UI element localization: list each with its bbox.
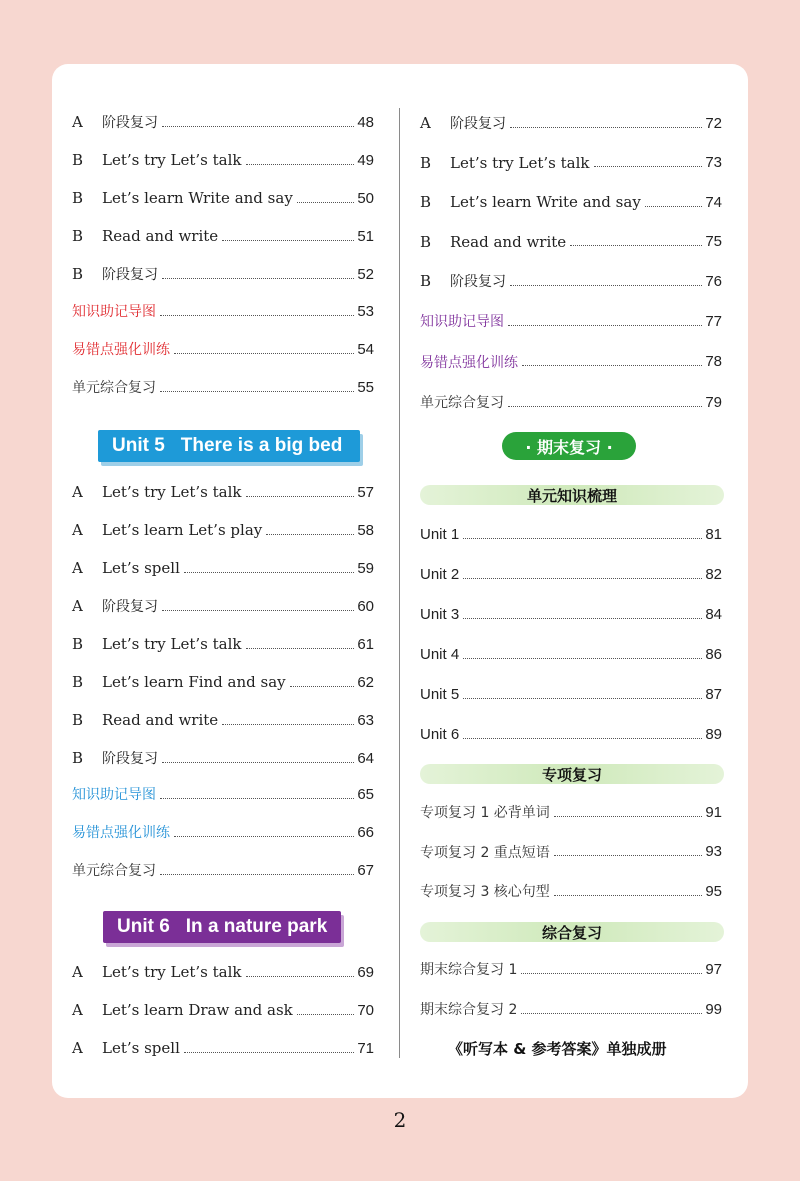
dot-leader [184, 572, 354, 573]
entry-title: 单元综合复习 [420, 395, 504, 411]
review-entry[interactable] [420, 350, 722, 374]
special-review-entry[interactable] [420, 840, 722, 864]
section-unit-knowledge: 单元知识梳理 [420, 485, 724, 505]
review-entry[interactable] [72, 375, 374, 399]
page-ref: 82 [705, 565, 722, 583]
dot-leader [594, 166, 703, 167]
page-ref: 84 [705, 605, 722, 623]
entry-title: 易错点强化训练 [72, 825, 170, 841]
entry-title: Let’s learn Write and say [102, 189, 293, 207]
dot-leader [174, 836, 354, 837]
dot-leader [162, 762, 354, 763]
final-review-entry[interactable] [420, 957, 722, 981]
dot-leader [246, 164, 355, 165]
entry-title: Let’s try Let’s talk [102, 963, 242, 981]
page-ref: 59 [357, 559, 374, 577]
page-ref: 70 [357, 1001, 374, 1019]
toc-entry[interactable] [420, 111, 722, 135]
dot-leader [246, 648, 355, 649]
toc-entry[interactable] [72, 186, 374, 210]
unit6-title: In a nature park [185, 916, 328, 937]
dot-leader [570, 245, 702, 246]
dot-leader [297, 202, 355, 203]
review-entry[interactable] [72, 337, 374, 361]
toc-entry[interactable] [72, 518, 374, 542]
entry-title: Let’s try Let’s talk [102, 151, 242, 169]
entry-title: 阶段复习 [102, 599, 158, 615]
dot-leader [554, 895, 703, 896]
toc-entry[interactable] [72, 1036, 374, 1060]
entry-title: Unit 4 [420, 645, 460, 663]
section-letter: A [72, 597, 83, 615]
dot-leader [522, 365, 702, 366]
toc-entry[interactable] [420, 151, 722, 175]
toc-entry[interactable] [72, 746, 374, 770]
page-ref: 93 [705, 843, 722, 860]
section-letter: B [420, 193, 432, 211]
dot-leader [463, 578, 702, 579]
toc-entry[interactable] [72, 708, 374, 732]
page-ref: 60 [357, 597, 374, 615]
dot-leader [554, 816, 703, 817]
dot-leader [521, 1013, 702, 1014]
entry-title: 阶段复习 [450, 116, 506, 132]
section-letter: A [72, 113, 83, 131]
toc-entry[interactable] [72, 480, 374, 504]
page-ref: 95 [705, 882, 722, 900]
page-ref: 50 [357, 189, 374, 207]
review-entry[interactable] [420, 309, 722, 333]
column-divider [399, 108, 400, 1058]
entry-title: 阶段复习 [102, 267, 158, 283]
entry-title: 期末综合复习 2 [420, 1002, 518, 1018]
section-letter: B [72, 189, 84, 207]
entry-title: 专项复习 2 重点短语 [420, 844, 550, 861]
dot-leader [162, 278, 354, 279]
section-letter: A [72, 483, 83, 501]
page-ref: 64 [357, 749, 374, 767]
toc-entry[interactable] [420, 190, 722, 214]
entry-title: 知识助记导图 [72, 304, 156, 320]
review-entry[interactable] [72, 820, 374, 844]
entry-title: Unit 2 [420, 565, 460, 583]
entry-title: 专项复习 3 核心句型 [420, 884, 550, 900]
section-letter: B [72, 749, 84, 767]
dot-leader [222, 724, 354, 725]
dot-leader [554, 855, 703, 856]
section-letter: B [72, 265, 84, 283]
dot-leader [521, 973, 702, 974]
page-ref: 78 [705, 353, 722, 370]
entry-title: 单元综合复习 [72, 380, 156, 396]
unit-review-entry[interactable] [420, 602, 722, 626]
page-ref: 57 [357, 483, 374, 501]
dot-leader [508, 406, 702, 407]
page-ref: 51 [357, 227, 374, 245]
entry-title: 知识助记导图 [420, 314, 504, 330]
page-ref: 99 [705, 1000, 722, 1018]
page-ref: 67 [357, 861, 374, 879]
page-ref: 49 [357, 151, 374, 169]
entry-title: Let’s try Let’s talk [102, 635, 242, 653]
entry-title: Unit 5 [420, 685, 460, 703]
dot-leader [160, 315, 354, 316]
dot-leader [160, 391, 354, 392]
page-ref: 72 [705, 114, 722, 132]
dot-leader [463, 538, 702, 539]
section-letter: A [72, 963, 83, 981]
entry-title: 阶段复习 [102, 751, 158, 767]
unit5-title: There is a big bed [180, 435, 343, 456]
page-ref: 53 [357, 302, 374, 320]
section-letter: B [72, 151, 84, 169]
dot-leader [290, 686, 355, 687]
dot-leader [246, 496, 355, 497]
entry-title: 单元综合复习 [72, 863, 156, 879]
page-ref: 58 [357, 521, 374, 539]
review-entry[interactable] [72, 299, 374, 323]
dot-leader [160, 798, 354, 799]
page-ref: 97 [705, 960, 722, 978]
entry-title: Let’s spell [102, 1039, 180, 1057]
page-ref: 79 [705, 393, 722, 411]
toc-entry[interactable] [72, 670, 374, 694]
dot-leader [184, 1052, 354, 1053]
section-special-review: 专项复习 [420, 764, 724, 784]
unit-review-entry[interactable] [420, 642, 722, 666]
page-ref: 81 [705, 525, 722, 543]
entry-title: Read and write [450, 232, 567, 251]
toc-entry[interactable] [420, 269, 722, 293]
dot-leader [222, 240, 354, 241]
dot-leader [266, 534, 354, 535]
final-review-pill: · 期末复习 · [502, 432, 636, 460]
section-letter: B [72, 711, 84, 729]
toc-entry[interactable] [72, 110, 374, 134]
unit-review-entry[interactable] [420, 522, 722, 546]
dot-leader [297, 1014, 355, 1015]
section-letter: A [420, 114, 431, 132]
entry-title: Let’s try Let’s talk [102, 483, 242, 501]
unit6-banner [103, 911, 341, 943]
section-letter: A [72, 559, 83, 577]
toc-entry[interactable] [72, 594, 374, 618]
toc-entry[interactable] [72, 960, 374, 984]
section-letter: A [72, 1001, 83, 1019]
dot-leader [645, 206, 703, 207]
page-ref: 76 [705, 272, 722, 290]
page-ref: 74 [705, 193, 722, 211]
entry-title: 阶段复习 [450, 274, 506, 290]
entry-title: 阶段复习 [102, 115, 158, 131]
dot-leader [463, 618, 702, 619]
page-ref: 66 [357, 823, 374, 841]
toc-entry[interactable] [72, 262, 374, 286]
unit6-number: Unit 6 [117, 916, 170, 937]
page-ref: 61 [357, 635, 374, 653]
page-ref: 52 [357, 265, 374, 283]
page-ref: 86 [705, 645, 722, 663]
entry-title: Let’s learn Let’s play [102, 521, 263, 539]
toc-entry[interactable] [72, 632, 374, 656]
page-ref: 69 [357, 963, 374, 981]
entry-title: 易错点强化训练 [72, 342, 170, 358]
section-letter: B [420, 272, 432, 290]
entry-title: Unit 1 [420, 525, 460, 543]
toc-entry[interactable] [72, 556, 374, 580]
final-review-entry[interactable] [420, 997, 722, 1021]
section-letter: B [420, 232, 432, 251]
toc-entry[interactable] [72, 148, 374, 172]
dot-leader [246, 976, 355, 977]
entry-title: Unit 3 [420, 605, 460, 623]
page-ref: 71 [357, 1039, 374, 1057]
dot-leader [162, 126, 354, 127]
entry-title: Let’s learn Draw and ask [102, 1001, 293, 1019]
entry-title: 易错点强化训练 [420, 354, 518, 371]
section-comprehensive-review: 综合复习 [420, 922, 724, 942]
entry-title: 知识助记导图 [72, 787, 156, 803]
page-ref: 75 [705, 233, 722, 250]
entry-title: 专项复习 1 必背单词 [420, 805, 550, 821]
page-ref: 54 [357, 340, 374, 358]
section-letter: A [72, 521, 83, 539]
entry-title: Read and write [102, 711, 219, 729]
section-letter: B [72, 635, 84, 653]
page-ref: 89 [705, 725, 722, 743]
page-ref: 65 [357, 785, 374, 803]
entry-title: Let’s spell [102, 559, 180, 577]
page-ref: 73 [705, 154, 722, 171]
section-letter: B [72, 227, 84, 245]
entry-title: Let’s try Let’s talk [450, 153, 590, 172]
section-letter: A [72, 1039, 83, 1057]
unit5-banner [98, 430, 360, 462]
page-ref: 87 [705, 685, 722, 703]
footnote: 《听写本 & 参考答案》单独成册 [448, 1040, 667, 1058]
review-entry[interactable] [72, 782, 374, 806]
page-ref: 91 [705, 803, 722, 821]
dot-leader [174, 353, 354, 354]
page-ref: 63 [357, 711, 374, 729]
page-ref: 77 [705, 312, 722, 330]
unit5-number: Unit 5 [112, 435, 165, 456]
section-letter: B [72, 673, 84, 691]
page-ref: 62 [357, 673, 374, 691]
special-review-entry[interactable] [420, 800, 722, 824]
unit-review-entry[interactable] [420, 682, 722, 706]
dot-leader [510, 285, 702, 286]
unit-review-entry[interactable] [420, 722, 722, 746]
entry-title: Let’s learn Find and say [102, 673, 286, 691]
dot-leader [162, 610, 354, 611]
page-ref: 55 [357, 378, 374, 396]
page-number: 2 [393, 1108, 407, 1132]
review-entry[interactable] [420, 390, 722, 414]
entry-title: Let’s learn Write and say [450, 193, 641, 211]
page-ref: 48 [357, 113, 374, 131]
dot-leader [160, 874, 354, 875]
toc-entry[interactable] [72, 224, 374, 248]
toc-entry[interactable] [420, 230, 722, 254]
dot-leader [463, 738, 702, 739]
review-entry[interactable] [72, 858, 374, 882]
dot-leader [463, 658, 702, 659]
dot-leader [510, 127, 702, 128]
dot-leader [508, 325, 702, 326]
entry-title: Unit 6 [420, 725, 460, 743]
entry-title: Read and write [102, 227, 219, 245]
toc-entry[interactable] [72, 998, 374, 1022]
entry-title: 期末综合复习 1 [420, 962, 518, 978]
dot-leader [463, 698, 702, 699]
unit-review-entry[interactable] [420, 562, 722, 586]
special-review-entry[interactable] [420, 879, 722, 903]
section-letter: B [420, 153, 432, 172]
